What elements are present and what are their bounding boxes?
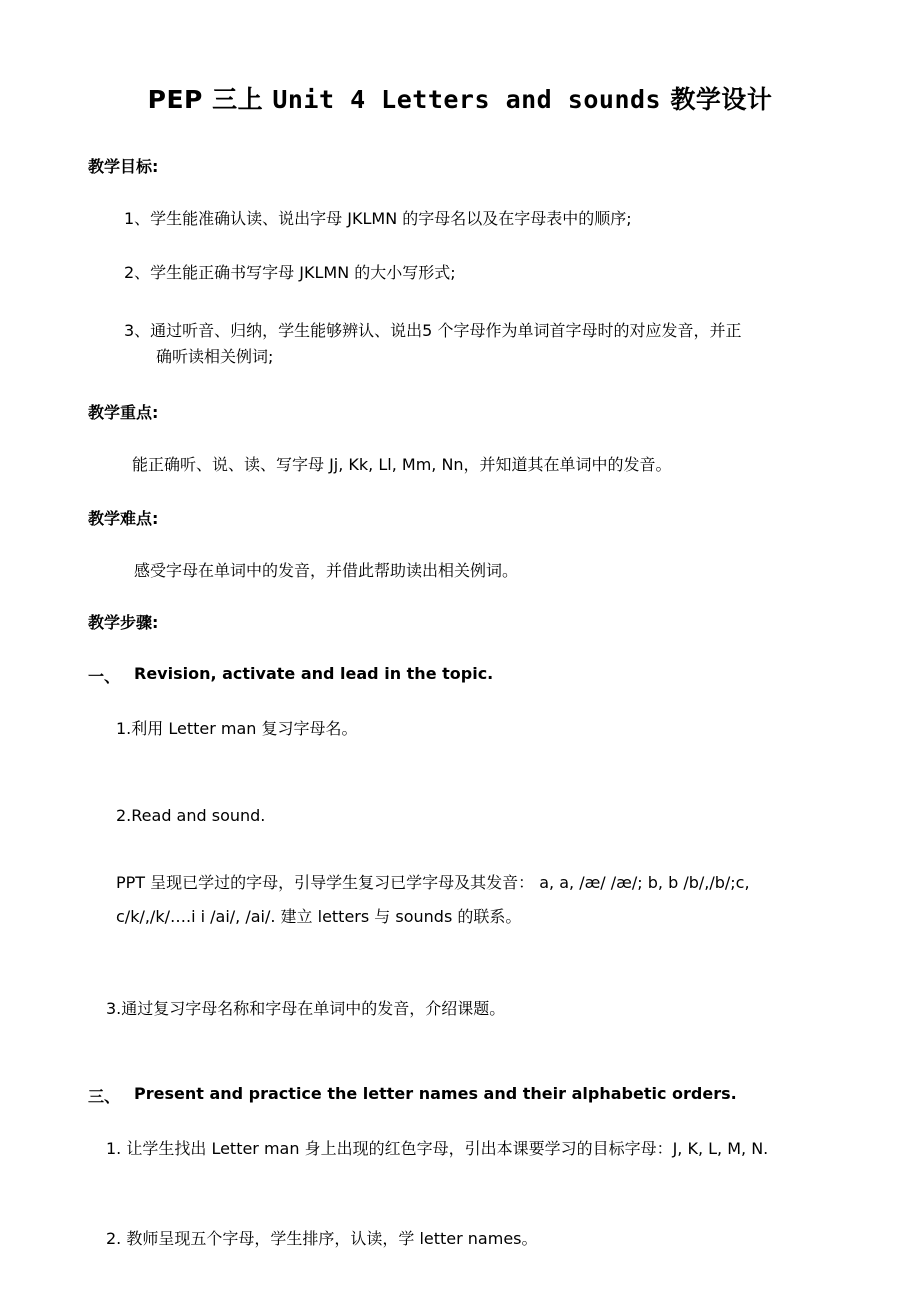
objective-item-3-continued: 确听读相关例词; bbox=[156, 347, 274, 366]
section-1-item-1: 1.利用 Letter man 复习字母名。 bbox=[116, 719, 358, 738]
objective-item-1: 1、学生能准确认读、说出字母 JKLMN 的字母名以及在字母表中的顺序; bbox=[124, 209, 632, 228]
title-prefix: PEP 三上 bbox=[147, 85, 264, 114]
key-points-text: 能正确听、说、读、写字母 Jj, Kk, Ll, Mm, Nn，并知道其在单词中的发音。 bbox=[132, 455, 672, 474]
section-1-ppt-line-2: c/k/,/k/….i i /ai/, /ai/. 建立 letters 与 sounds 的联系。 bbox=[116, 907, 522, 926]
section-2-item-2: 2. 教师呈现五个字母，学生排序，认读，学 letter names。 bbox=[106, 1229, 538, 1248]
key-points-heading: 教学重点: bbox=[88, 403, 159, 422]
difficulties-text: 感受字母在单词中的发音，并借此帮助读出相关例词。 bbox=[134, 561, 519, 580]
difficulties-heading: 教学难点: bbox=[88, 509, 159, 528]
document-title bbox=[0, 80, 920, 116]
section-2-number: 三、 bbox=[88, 1087, 121, 1106]
section-2-item-1: 1. 让学生找出 Letter man 身上出现的红色字母，引出本课要学习的目标字母：J, K, L, M, N. bbox=[106, 1139, 769, 1158]
section-1-ppt-line-1: PPT 呈现已学过的字母，引导学生复习已学字母及其发音： a, a, /æ/ /æ/; b, b /b/,/b/;c, bbox=[116, 873, 750, 892]
objectives-heading: 教学目标: bbox=[88, 157, 159, 176]
section-1-item-2: 2.Read and sound. bbox=[116, 806, 266, 825]
steps-heading: 教学步骤: bbox=[88, 613, 159, 632]
objective-item-3: 3、通过听音、归纳，学生能够辨认、说出5 个字母作为单词首字母时的对应发音，并正 bbox=[124, 321, 742, 340]
title-suffix: 教学设计 bbox=[661, 85, 773, 114]
section-2-title: Present and practice the letter names and their alphabetic orders. bbox=[134, 1084, 737, 1103]
section-1-item-3: 3.通过复习字母名称和字母在单词中的发音，介绍课题。 bbox=[106, 999, 506, 1018]
title-english: Unit 4 Letters and sounds bbox=[272, 85, 662, 114]
section-1-number: 一、 bbox=[88, 667, 121, 686]
section-1-title: Revision, activate and lead in the topic. bbox=[134, 664, 494, 683]
objective-item-2: 2、学生能正确书写字母 JKLMN 的大小写形式; bbox=[124, 263, 456, 282]
